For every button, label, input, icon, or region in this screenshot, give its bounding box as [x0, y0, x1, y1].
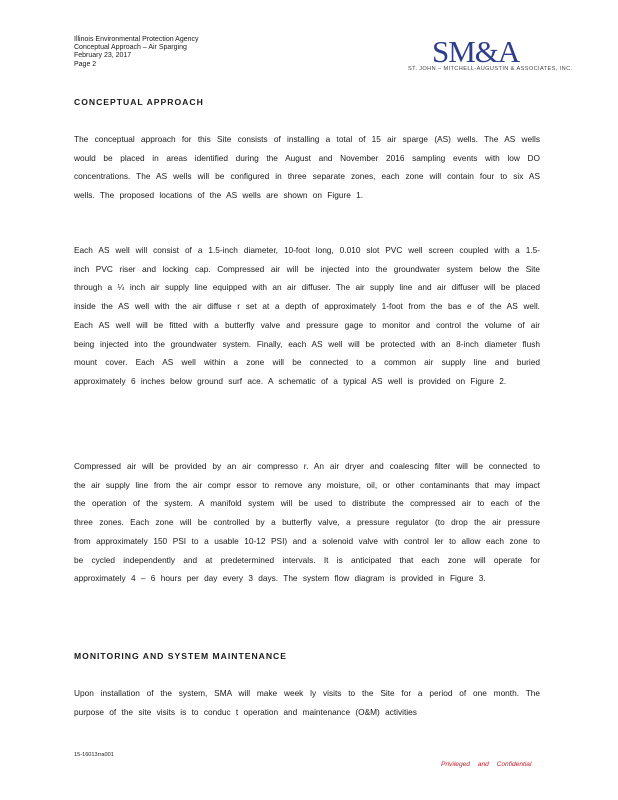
paragraph-conceptual-overview: The conceptual approach for this Site consists of installing a total of 15 air sparge (AS) wells. The AS wells would be placed in areas identified during the August and November 2016 sampling events with low DO concentrations. The AS wells will be configured in three separate zones, each zone will contain four to six AS wells. The proposed locations of the AS wells are shown on Figure 1. — [74, 134, 540, 201]
logo-tagline: ST. JOHN – MITCHELL-AUGUSTIN & ASSOCIATES, INC. — [408, 66, 573, 72]
section-heading-conceptual-approach: CONCEPTUAL APPROACH — [74, 97, 204, 107]
paragraph-as-well-construction: Each AS well will consist of a 1.5-inch diameter, 10-foot long, 0.010 slot PVC well screen coupled with a 1.5-inch PVC riser and locking cap. Compressed air will be injected into the groundwater system below the Site through a ¼ inch air supply line equipped with an air diffuser. The air supply line and air diffuser will be placed inside the AS well with the air diffuse r set at a depth of approximately 1-foot from the bas e of the AS well. Each AS well will be fitted with a butterfly valve and pressure gage to monitor and control the volume of air being injected into the groundwater system. Finally, each AS well will be protected with an 8-inch diameter flush mount cover. Each AS well within a zone will be connected to a common air supply line and buried approximately 6 inches below ground surf ace. A schematic of a typical AS well is provided on Figure 2. — [74, 245, 540, 386]
paragraph-compressed-air-system: Compressed air will be provided by an air compresso r. An air dryer and coalescing filter will be connected to the air supply line from the air compr essor to remove any moisture, oil, or other contaminants that may impact the operation of the system. A manifold system will be used to distribute the compressed air to each of the three zones. Each zone will be controlled by a butterfly valve, a pressure regulator (to drop the air pressure from approximately 150 PSI to a usable 10-12 PSI) and a solenoid valve with control ler to allow each zone to be cycled independently and at predetermined intervals. It is anticipated that each zone will operate for approximately 4 – 6 hours per day every 3 days. The system flow diagram is provided in Figure 3. — [74, 461, 540, 584]
paragraph-monitoring: Upon installation of the system, SMA will make week ly visits to the Site for a period of one month. The purpose of the site visits is to conduc t operation and maintenance (O&M) activities — [74, 688, 540, 717]
header-date: February 23, 2017 — [74, 52, 132, 60]
company-logo — [408, 34, 573, 78]
section-heading-monitoring: MONITORING AND SYSTEM MAINTENANCE — [74, 651, 287, 661]
header-page-number: Page 2 — [74, 60, 97, 68]
header-recipient: Illinois Environmental Protection Agency — [74, 36, 199, 43]
logo-mark: SM&A — [432, 34, 520, 69]
document-id: 15-16013rra001 — [74, 752, 114, 758]
header-subject: Conceptual Approach – Air Sparging — [74, 44, 187, 52]
letter-header — [74, 36, 199, 69]
confidentiality-notice: Privileged and Confidential — [441, 761, 532, 768]
